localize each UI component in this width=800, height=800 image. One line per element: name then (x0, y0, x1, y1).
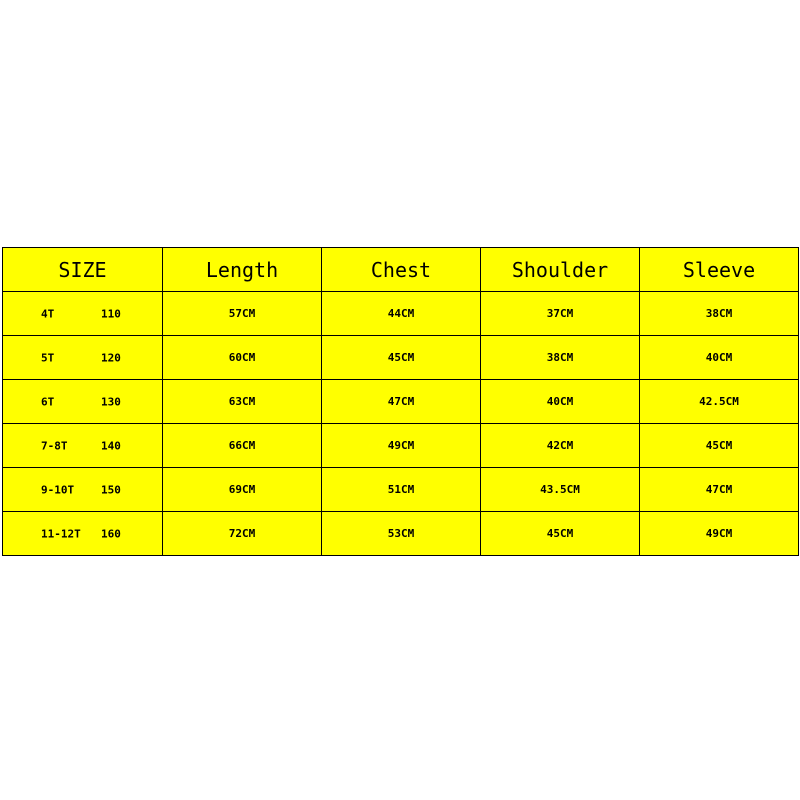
header-chest: Chest (322, 248, 481, 292)
sleeve-cell: 49CM (640, 512, 799, 556)
chest-cell: 44CM (322, 292, 481, 336)
size-cell (3, 512, 163, 556)
length-cell: 66CM (163, 424, 322, 468)
table-row (3, 292, 799, 336)
table-row (3, 468, 799, 512)
header-row (3, 248, 799, 292)
header-shoulder: Shoulder (481, 248, 640, 292)
size-cell (3, 380, 163, 424)
size-label: 4T (41, 307, 55, 320)
size-label: 7-8T (41, 439, 68, 452)
header-sleeve: Sleeve (640, 248, 799, 292)
size-height: 110 (101, 307, 121, 320)
size-height: 140 (101, 439, 121, 452)
table-row (3, 336, 799, 380)
header-length: Length (163, 248, 322, 292)
shoulder-cell: 45CM (481, 512, 640, 556)
shoulder-cell: 43.5CM (481, 468, 640, 512)
table-row (3, 380, 799, 424)
sleeve-cell: 40CM (640, 336, 799, 380)
chest-cell: 51CM (322, 468, 481, 512)
chest-cell: 45CM (322, 336, 481, 380)
length-cell: 72CM (163, 512, 322, 556)
size-label: 6T (41, 395, 55, 408)
chest-cell: 53CM (322, 512, 481, 556)
chest-cell: 47CM (322, 380, 481, 424)
shoulder-cell: 38CM (481, 336, 640, 380)
length-cell: 63CM (163, 380, 322, 424)
size-cell (3, 292, 163, 336)
shoulder-cell: 37CM (481, 292, 640, 336)
table-row (3, 512, 799, 556)
header-size: SIZE (3, 248, 163, 292)
size-height: 130 (101, 395, 121, 408)
size-height: 150 (101, 483, 121, 496)
shoulder-cell: 40CM (481, 380, 640, 424)
size-chart-table (2, 247, 799, 556)
length-cell: 60CM (163, 336, 322, 380)
sleeve-cell: 45CM (640, 424, 799, 468)
sleeve-cell: 47CM (640, 468, 799, 512)
size-cell (3, 424, 163, 468)
size-height: 160 (101, 527, 121, 540)
table-row (3, 424, 799, 468)
size-cell (3, 336, 163, 380)
size-height: 120 (101, 351, 121, 364)
sleeve-cell: 42.5CM (640, 380, 799, 424)
size-cell (3, 468, 163, 512)
length-cell: 57CM (163, 292, 322, 336)
length-cell: 69CM (163, 468, 322, 512)
size-label: 5T (41, 351, 55, 364)
size-label: 9-10T (41, 483, 75, 496)
sleeve-cell: 38CM (640, 292, 799, 336)
chest-cell: 49CM (322, 424, 481, 468)
size-label: 11-12T (41, 527, 81, 540)
shoulder-cell: 42CM (481, 424, 640, 468)
